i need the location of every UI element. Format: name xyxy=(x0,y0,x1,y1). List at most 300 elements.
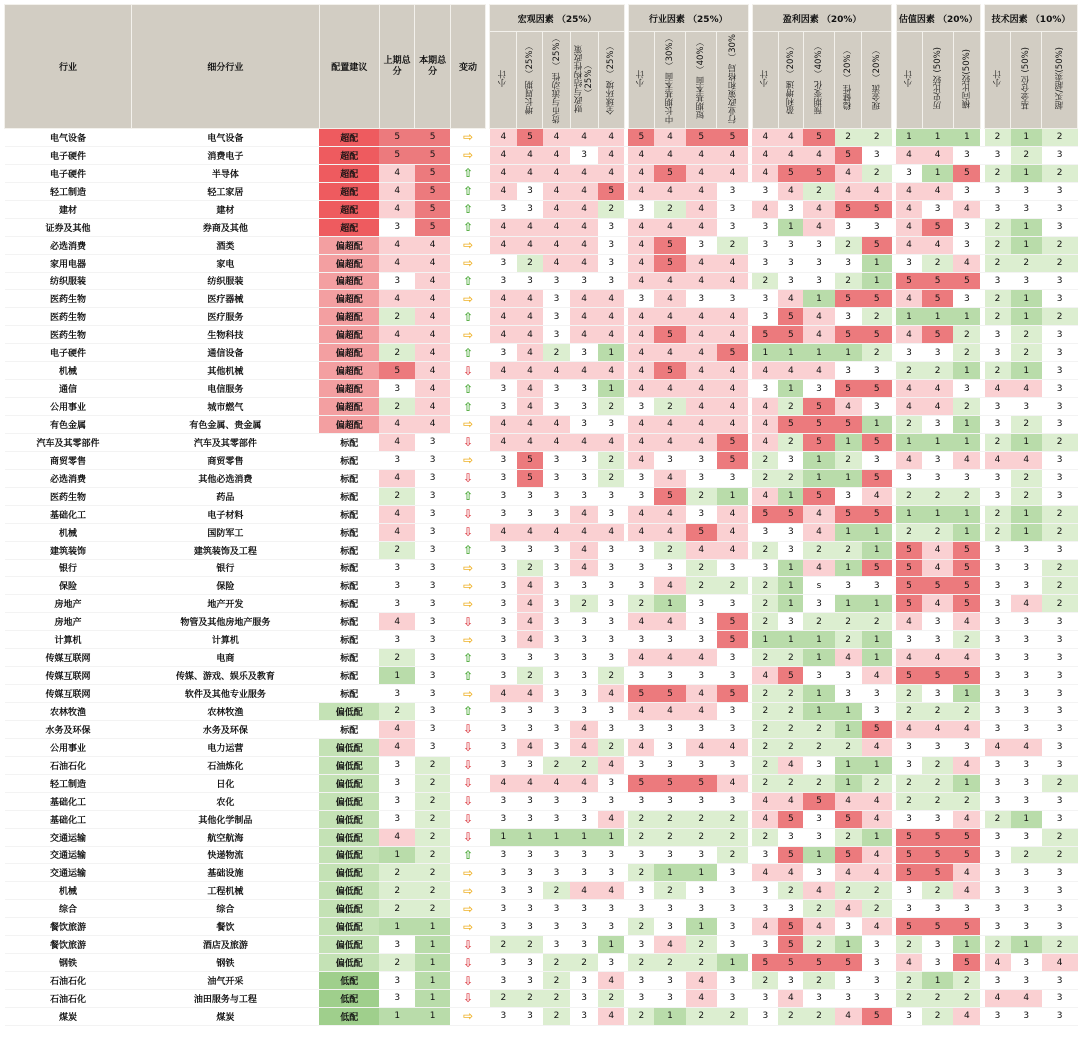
curr-total-cell: 4 xyxy=(415,308,450,326)
score-cell: 2 xyxy=(985,505,1011,523)
score-cell: 1 xyxy=(1011,523,1042,541)
score-cell: 1 xyxy=(654,864,685,882)
score-cell: 4 xyxy=(570,505,598,523)
score-cell: 3 xyxy=(862,577,892,595)
score-cell: 4 xyxy=(654,416,685,434)
score-cell: 3 xyxy=(490,720,517,738)
score-cell: 3 xyxy=(628,541,654,559)
score-cell: 4 xyxy=(628,451,654,469)
score-cell: 2 xyxy=(490,936,517,954)
change-arrow-icon: ⇨ xyxy=(450,129,485,147)
curr-total-cell: 1 xyxy=(415,936,450,954)
score-cell: 4 xyxy=(778,864,803,882)
score-cell: 3 xyxy=(598,541,624,559)
prev-total-cell: 4 xyxy=(379,613,414,631)
score-cell: 3 xyxy=(922,469,953,487)
curr-total-cell: 3 xyxy=(415,631,450,649)
score-cell: 2 xyxy=(896,990,922,1008)
score-cell: 3 xyxy=(717,469,748,487)
curr-total-cell: 2 xyxy=(415,882,450,900)
sub-industry-cell: 银行 xyxy=(132,559,320,577)
score-cell: 5 xyxy=(862,720,892,738)
score-cell: 3 xyxy=(570,792,598,810)
score-cell: 1 xyxy=(803,685,834,703)
prev-total-cell: 4 xyxy=(379,236,414,254)
score-cell: 4 xyxy=(490,416,517,434)
score-cell: 3 xyxy=(752,882,778,900)
score-cell: 2 xyxy=(752,649,778,667)
score-cell: 3 xyxy=(953,218,980,236)
score-cell: 5 xyxy=(953,667,980,685)
score-cell: 4 xyxy=(570,129,598,147)
industry-cell: 交通运输 xyxy=(5,864,132,882)
score-cell: 3 xyxy=(1011,577,1042,595)
score-cell: 3 xyxy=(490,1007,517,1025)
sub-industry-cell: 电商 xyxy=(132,649,320,667)
sub-industry-cell: 汽车及其零部件 xyxy=(132,433,320,451)
score-cell: 2 xyxy=(654,398,685,416)
score-cell: 1 xyxy=(803,649,834,667)
score-cell: 5 xyxy=(835,146,862,164)
score-cell: 3 xyxy=(835,362,862,380)
score-cell: 4 xyxy=(686,738,717,756)
curr-total-cell: 2 xyxy=(415,828,450,846)
curr-total-cell: 5 xyxy=(415,164,450,182)
curr-total-cell: 3 xyxy=(415,451,450,469)
change-arrow-icon: ⇩ xyxy=(450,613,485,631)
score-cell: 1 xyxy=(835,774,862,792)
score-cell: 4 xyxy=(862,846,892,864)
prev-total-cell: 4 xyxy=(379,523,414,541)
prev-total-cell: 3 xyxy=(379,218,414,236)
score-cell: 1 xyxy=(953,774,980,792)
industry-cell: 轻工制造 xyxy=(5,182,132,200)
table-row xyxy=(5,164,1078,182)
industry-cell: 医药生物 xyxy=(5,487,132,505)
score-cell: 3 xyxy=(1042,703,1078,721)
score-cell: 3 xyxy=(922,954,953,972)
score-cell: 3 xyxy=(985,720,1011,738)
score-cell: 2 xyxy=(985,308,1011,326)
change-arrow-icon: ⇨ xyxy=(450,254,485,272)
score-cell: 1 xyxy=(803,703,834,721)
score-cell: 1 xyxy=(803,846,834,864)
score-cell: 2 xyxy=(862,308,892,326)
score-cell: 3 xyxy=(598,613,624,631)
score-cell: 4 xyxy=(517,595,543,613)
score-cell: 3 xyxy=(490,846,517,864)
score-cell: 3 xyxy=(543,398,570,416)
score-cell: 5 xyxy=(686,129,717,147)
score-cell: 3 xyxy=(543,541,570,559)
score-cell: 3 xyxy=(896,254,922,272)
score-cell: 5 xyxy=(953,954,980,972)
prev-total-cell: 4 xyxy=(379,738,414,756)
score-cell: 2 xyxy=(953,487,980,505)
industry-cell: 建筑装饰 xyxy=(5,541,132,559)
prev-total-cell: 3 xyxy=(379,272,414,290)
subheader-4-2 xyxy=(1042,32,1078,129)
score-cell: 3 xyxy=(778,828,803,846)
score-cell: 3 xyxy=(517,954,543,972)
score-cell: 3 xyxy=(752,990,778,1008)
score-cell: 2 xyxy=(778,685,803,703)
score-cell: 3 xyxy=(922,738,953,756)
score-cell: 4 xyxy=(517,218,543,236)
score-cell: 4 xyxy=(896,451,922,469)
score-cell: 3 xyxy=(985,864,1011,882)
score-cell: 4 xyxy=(598,523,624,541)
sub-industry-cell: 其他机械 xyxy=(132,362,320,380)
table-row xyxy=(5,362,1078,380)
score-cell: 4 xyxy=(628,182,654,200)
subheader-0-3 xyxy=(570,32,598,129)
score-cell: 3 xyxy=(570,649,598,667)
score-cell: 2 xyxy=(490,990,517,1008)
score-cell: 3 xyxy=(570,380,598,398)
score-cell: 2 xyxy=(628,864,654,882)
score-cell: 5 xyxy=(862,469,892,487)
score-cell: 2 xyxy=(517,667,543,685)
change-arrow-icon: ⇨ xyxy=(450,236,485,254)
config-cell: 低配 xyxy=(319,972,379,990)
score-cell: 4 xyxy=(686,164,717,182)
score-cell: 4 xyxy=(543,416,570,434)
score-cell: 4 xyxy=(778,290,803,308)
sub-industry-cell: 轻工家居 xyxy=(132,182,320,200)
score-cell: 3 xyxy=(628,990,654,1008)
score-cell: 2 xyxy=(654,828,685,846)
prev-total-cell: 1 xyxy=(379,667,414,685)
score-cell: 3 xyxy=(517,756,543,774)
score-cell: 3 xyxy=(654,720,685,738)
score-cell: 2 xyxy=(517,936,543,954)
score-cell: 5 xyxy=(803,129,834,147)
score-cell: 2 xyxy=(517,559,543,577)
score-cell: 3 xyxy=(598,900,624,918)
score-cell: 3 xyxy=(1011,667,1042,685)
score-cell: 4 xyxy=(654,380,685,398)
score-cell: 2 xyxy=(985,362,1011,380)
curr-total-cell: 3 xyxy=(415,433,450,451)
score-cell: 1 xyxy=(517,828,543,846)
score-cell: 1 xyxy=(570,828,598,846)
score-cell: 3 xyxy=(835,308,862,326)
config-cell: 偏超配 xyxy=(319,272,379,290)
sub-industry-cell: 地产开发 xyxy=(132,595,320,613)
config-cell: 标配 xyxy=(319,541,379,559)
score-cell: 4 xyxy=(717,523,748,541)
score-cell: 1 xyxy=(778,344,803,362)
score-cell: 4 xyxy=(598,756,624,774)
score-cell: 3 xyxy=(543,720,570,738)
subheader-4-0 xyxy=(985,32,1011,129)
score-cell: 4 xyxy=(803,882,834,900)
change-arrow-icon: ⇨ xyxy=(450,882,485,900)
score-cell: 3 xyxy=(1011,541,1042,559)
subheader-3-1 xyxy=(922,32,953,129)
score-cell: 3 xyxy=(985,685,1011,703)
score-cell: 4 xyxy=(686,380,717,398)
score-cell: 5 xyxy=(896,272,922,290)
score-cell: 3 xyxy=(628,882,654,900)
score-cell: 4 xyxy=(598,972,624,990)
score-cell: 3 xyxy=(543,864,570,882)
sub-industry-cell: 快递物流 xyxy=(132,846,320,864)
score-cell: 4 xyxy=(570,200,598,218)
score-cell: 1 xyxy=(1011,290,1042,308)
score-cell: 1 xyxy=(598,344,624,362)
subheader-4-1 xyxy=(1011,32,1042,129)
score-cell: 1 xyxy=(835,433,862,451)
score-cell: 2 xyxy=(1042,433,1078,451)
score-cell: 4 xyxy=(543,774,570,792)
score-cell: 5 xyxy=(717,631,748,649)
score-cell: 3 xyxy=(628,667,654,685)
score-cell: 5 xyxy=(803,954,834,972)
score-cell: 3 xyxy=(1042,667,1078,685)
score-cell: 4 xyxy=(1042,954,1078,972)
score-cell: 4 xyxy=(803,918,834,936)
score-cell: 3 xyxy=(862,972,892,990)
score-cell: 3 xyxy=(686,631,717,649)
change-arrow-icon: ⇩ xyxy=(450,523,485,541)
score-cell: 3 xyxy=(985,595,1011,613)
prev-total-cell: 4 xyxy=(379,433,414,451)
industry-cell: 通信 xyxy=(5,380,132,398)
subheader-label: 中长期基本面 （30%） xyxy=(665,33,676,124)
score-cell: 3 xyxy=(543,487,570,505)
score-cell: 5 xyxy=(717,433,748,451)
score-cell: 3 xyxy=(752,236,778,254)
score-cell: 4 xyxy=(752,792,778,810)
score-cell: 4 xyxy=(778,792,803,810)
score-cell: 2 xyxy=(570,954,598,972)
score-cell: 4 xyxy=(598,433,624,451)
score-cell: 3 xyxy=(628,972,654,990)
config-cell: 标配 xyxy=(319,505,379,523)
score-cell: 3 xyxy=(1042,810,1078,828)
config-cell: 标配 xyxy=(319,559,379,577)
score-cell: 2 xyxy=(628,595,654,613)
score-cell: 4 xyxy=(570,433,598,451)
score-cell: 4 xyxy=(570,308,598,326)
score-cell: 3 xyxy=(835,990,862,1008)
score-cell: 2 xyxy=(1042,559,1078,577)
score-cell: 3 xyxy=(543,595,570,613)
prev-total-cell: 2 xyxy=(379,344,414,362)
table-row xyxy=(5,129,1078,147)
score-cell: 3 xyxy=(598,254,624,272)
score-cell: 4 xyxy=(1011,451,1042,469)
prev-total-cell: 3 xyxy=(379,559,414,577)
score-cell: 4 xyxy=(803,362,834,380)
score-cell: 4 xyxy=(717,398,748,416)
score-cell: 5 xyxy=(835,326,862,344)
score-cell: 3 xyxy=(1011,774,1042,792)
score-cell: 3 xyxy=(1042,272,1078,290)
industry-cell: 电气设备 xyxy=(5,129,132,147)
score-cell: 4 xyxy=(922,146,953,164)
score-cell: 3 xyxy=(1011,613,1042,631)
score-cell: 2 xyxy=(985,218,1011,236)
sub-industry-cell: 其他必选消费 xyxy=(132,469,320,487)
score-cell: 3 xyxy=(922,416,953,434)
score-cell: 3 xyxy=(570,918,598,936)
score-cell: 3 xyxy=(543,380,570,398)
score-cell: 3 xyxy=(778,200,803,218)
score-cell: 3 xyxy=(570,272,598,290)
score-cell: 3 xyxy=(717,667,748,685)
score-cell: 2 xyxy=(985,129,1011,147)
score-cell: 2 xyxy=(598,469,624,487)
score-cell: 4 xyxy=(953,756,980,774)
subheader-label: 预期变化 （40%） xyxy=(813,42,824,115)
score-cell: 1 xyxy=(862,272,892,290)
score-cell: 4 xyxy=(803,523,834,541)
curr-total-cell: 5 xyxy=(415,182,450,200)
subheader-2-3 xyxy=(835,32,862,129)
subheader-label: 小计 xyxy=(498,70,509,87)
subheader-2-1 xyxy=(778,32,803,129)
score-cell: 3 xyxy=(717,703,748,721)
sub-industry-cell: 物管及其他房地产服务 xyxy=(132,613,320,631)
score-cell: 2 xyxy=(803,738,834,756)
industry-cell: 房地产 xyxy=(5,595,132,613)
prev-total-cell: 2 xyxy=(379,649,414,667)
change-arrow-icon: ⇨ xyxy=(450,631,485,649)
score-cell: 3 xyxy=(570,972,598,990)
change-arrow-icon: ⇩ xyxy=(450,954,485,972)
curr-total-cell: 3 xyxy=(415,720,450,738)
sub-industry-cell: 水务及环保 xyxy=(132,720,320,738)
change-arrow-icon: ⇩ xyxy=(450,720,485,738)
score-cell: 5 xyxy=(922,218,953,236)
score-cell: 4 xyxy=(490,290,517,308)
score-cell: 4 xyxy=(517,290,543,308)
curr-total-cell: 3 xyxy=(415,703,450,721)
sub-industry-cell: 其他化学制品 xyxy=(132,810,320,828)
industry-cell: 建材 xyxy=(5,200,132,218)
score-cell: 4 xyxy=(543,236,570,254)
score-cell: 3 xyxy=(717,864,748,882)
prev-total-cell: 4 xyxy=(379,164,414,182)
score-cell: 2 xyxy=(654,541,685,559)
score-cell: 4 xyxy=(543,129,570,147)
score-cell: 4 xyxy=(490,523,517,541)
score-cell: 3 xyxy=(862,218,892,236)
score-cell: 4 xyxy=(717,272,748,290)
score-cell: 4 xyxy=(1011,990,1042,1008)
config-cell: 标配 xyxy=(319,667,379,685)
config-cell: 偏超配 xyxy=(319,308,379,326)
score-cell: 4 xyxy=(543,164,570,182)
score-cell: 2 xyxy=(778,720,803,738)
subheader-1-0 xyxy=(628,32,654,129)
score-cell: 2 xyxy=(654,882,685,900)
score-cell: 5 xyxy=(752,326,778,344)
score-cell: 5 xyxy=(717,129,748,147)
table-row xyxy=(5,380,1078,398)
header-sub-industry: 细分行业 xyxy=(132,5,320,129)
score-cell: 4 xyxy=(778,362,803,380)
score-cell: 3 xyxy=(654,846,685,864)
score-cell: 3 xyxy=(752,218,778,236)
score-cell: 2 xyxy=(922,523,953,541)
score-cell: 4 xyxy=(570,236,598,254)
score-cell: 4 xyxy=(922,380,953,398)
prev-total-cell: 2 xyxy=(379,398,414,416)
score-cell: 5 xyxy=(717,613,748,631)
score-cell: 2 xyxy=(922,362,953,380)
score-cell: 4 xyxy=(570,720,598,738)
score-cell: 3 xyxy=(717,200,748,218)
curr-total-cell: 3 xyxy=(415,649,450,667)
score-cell: 3 xyxy=(985,972,1011,990)
sub-industry-cell: 酒类 xyxy=(132,236,320,254)
score-cell: 1 xyxy=(803,469,834,487)
score-cell: 3 xyxy=(1042,972,1078,990)
score-cell: 5 xyxy=(862,236,892,254)
industry-cell: 汽车及其零部件 xyxy=(5,433,132,451)
config-cell: 标配 xyxy=(319,631,379,649)
industry-cell: 必选消费 xyxy=(5,236,132,254)
curr-total-cell: 3 xyxy=(415,487,450,505)
sub-industry-cell: 建筑装饰及工程 xyxy=(132,541,320,559)
sub-industry-cell: 石油炼化 xyxy=(132,756,320,774)
score-cell: 3 xyxy=(517,918,543,936)
score-cell: 3 xyxy=(896,756,922,774)
industry-cell: 交通运输 xyxy=(5,846,132,864)
config-cell: 偏低配 xyxy=(319,774,379,792)
table-row xyxy=(5,326,1078,344)
score-cell: 2 xyxy=(752,469,778,487)
score-cell: 1 xyxy=(953,416,980,434)
score-cell: 3 xyxy=(570,469,598,487)
score-cell: 3 xyxy=(1011,559,1042,577)
score-cell: 5 xyxy=(686,774,717,792)
score-cell: 4 xyxy=(717,541,748,559)
sub-industry-cell: 医疗服务 xyxy=(132,308,320,326)
score-cell: 2 xyxy=(543,1007,570,1025)
score-cell: 3 xyxy=(1011,649,1042,667)
score-cell: 3 xyxy=(862,146,892,164)
industry-cell: 纺织服装 xyxy=(5,272,132,290)
prev-total-cell: 2 xyxy=(379,308,414,326)
config-cell: 超配 xyxy=(319,146,379,164)
score-cell: 1 xyxy=(686,864,717,882)
score-cell: 4 xyxy=(628,649,654,667)
score-cell: 4 xyxy=(896,720,922,738)
score-cell: 3 xyxy=(803,380,834,398)
change-arrow-icon: ⇧ xyxy=(450,272,485,290)
table-row xyxy=(5,1007,1078,1025)
curr-total-cell: 2 xyxy=(415,792,450,810)
score-cell: 2 xyxy=(803,936,834,954)
industry-cell: 基础化工 xyxy=(5,792,132,810)
score-cell: 3 xyxy=(628,846,654,864)
score-cell: 1 xyxy=(1011,433,1042,451)
sub-industry-cell: 煤炭 xyxy=(132,1007,320,1025)
subheader-label: 横向比较(50%) xyxy=(961,48,972,109)
score-cell: 2 xyxy=(953,990,980,1008)
score-cell: 3 xyxy=(1011,720,1042,738)
score-cell: 2 xyxy=(835,236,862,254)
score-cell: 3 xyxy=(1042,398,1078,416)
sub-industry-cell: 家电 xyxy=(132,254,320,272)
config-cell: 偏低配 xyxy=(319,900,379,918)
header-industry: 行业 xyxy=(5,5,132,129)
